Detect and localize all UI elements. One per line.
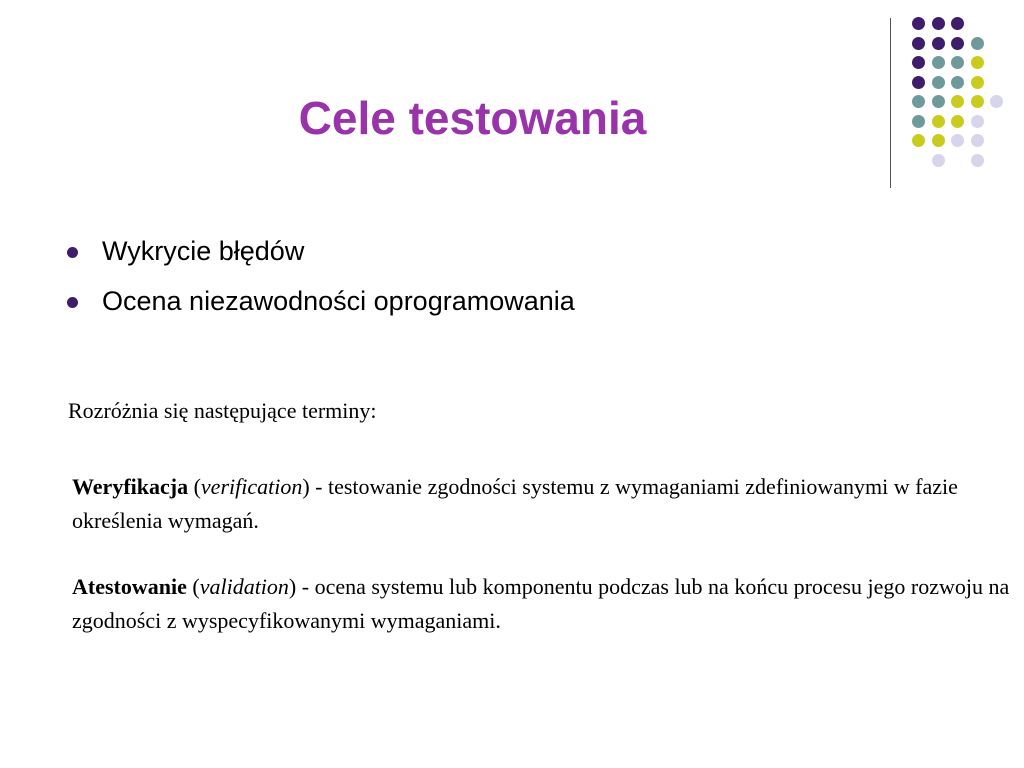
bullet-text: Ocena niezawodności oprogramowania — [102, 286, 575, 316]
definition-validation — [72, 570, 1012, 638]
definition-text: ) - ocena systemu lub komponentu podczas lub na końcu procesu jego rozwoju na zgodności z wyspecyfikowanymi wymaganiami. — [72, 574, 1010, 633]
decorative-dot — [951, 95, 964, 108]
terms-intro: Rozróżnia się następujące terminy: — [68, 398, 377, 423]
decorative-dot — [951, 76, 964, 89]
decorative-dot — [951, 37, 964, 50]
decorative-dot — [912, 17, 925, 30]
bullet-text: Wykrycie błędów — [102, 236, 305, 266]
slide-title: Cele testowania — [298, 92, 647, 144]
decorative-dot — [971, 37, 984, 50]
decorative-dot — [912, 37, 925, 50]
definition-open-paren: ( — [188, 474, 201, 499]
decorative-dot — [932, 17, 945, 30]
decorative-dot — [951, 17, 964, 30]
decorative-dot — [932, 37, 945, 50]
definition-verification — [72, 470, 1012, 538]
definition-text: ) - testowanie zgodności systemu z wymaganiami zdefiniowanymi w fazie określenia wymagań. — [72, 474, 958, 533]
decorative-dot — [971, 154, 984, 167]
definition-english-term: validation — [199, 574, 289, 599]
definition-open-paren: ( — [186, 574, 200, 599]
definition-english-term: verification — [200, 474, 303, 499]
bullet-item — [64, 282, 575, 332]
decorative-dot — [912, 76, 925, 89]
decorative-dot — [971, 76, 984, 89]
decorative-dot — [932, 56, 945, 69]
definition-spacer — [72, 538, 1012, 570]
decorative-dot — [971, 56, 984, 69]
bullet-item — [64, 232, 575, 282]
bullet-list — [64, 232, 575, 332]
decorative-dot — [971, 95, 984, 108]
decorative-dot — [951, 115, 964, 128]
decorative-dot — [990, 95, 1003, 108]
bullet-dot-icon — [67, 297, 78, 308]
decorative-dot — [971, 134, 984, 147]
decorative-dot — [932, 154, 945, 167]
definition-term: Weryfikacja — [72, 474, 189, 499]
decorative-dot — [932, 76, 945, 89]
decorative-dot — [912, 56, 925, 69]
definition-term: Atestowanie — [72, 574, 187, 599]
bullet-dot-icon — [67, 247, 78, 258]
definitions — [72, 470, 1012, 638]
decorative-dot — [951, 56, 964, 69]
decorative-dot — [951, 134, 964, 147]
decorative-dot — [971, 115, 984, 128]
